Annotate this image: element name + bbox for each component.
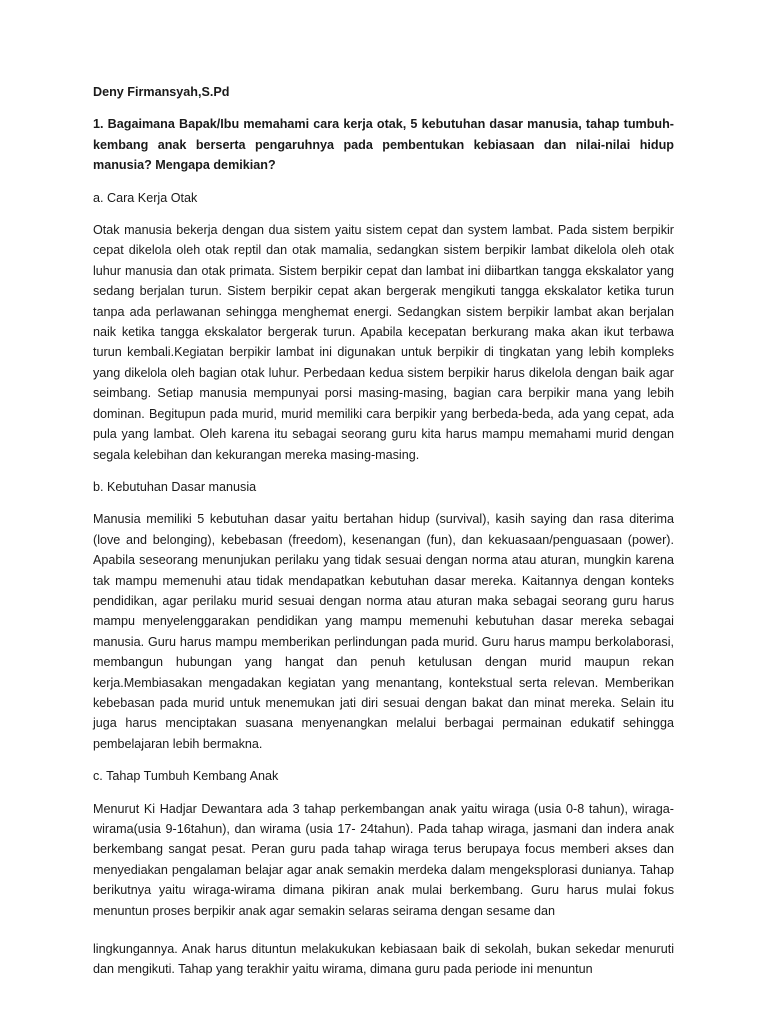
section-heading-needs: b. Kebutuhan Dasar manusia	[93, 479, 257, 494]
section-body-growth-continued: lingkungannya. Anak harus dituntun melakukukan kebiasaan baik di sekolah, bukan sekedar menuruti dan mengikuti. Tahap yang terakhir yaitu wirama, dimana guru pada periode ini menuntun	[93, 942, 674, 977]
section-heading-growth: c. Tahap Tumbuh Kembang Anak	[93, 769, 279, 784]
section-body-needs: Manusia memiliki 5 kebutuhan dasar yaitu bertahan hidup (survival), kasih saying dan rasa diterima (love and belonging), kebebasan (freedom), kesenangan (fun), dan kekuasaan/penguasaan (power). Apabila seseorang menunjukan perilaku yang tidak sesuai dengan norma atau aturan, mungkin karena tak mampu memenuhi atau tidak mendapatkan kebutuhan dasar mereka. Kaitannya dengan konteks pendidikan, agar perilaku murid sesuai dengan norma atau aturan maka sebagai seorang guru harus mampu menyelenggarakan pendidikan yang mampu memenuhi kebutuhan dasar mereka sebagai manusia. Guru harus mampu memberikan perlindungan pada murid. Guru harus mampu berkolaborasi, membangun hubungan yang hangat dan penuh ketulusan dengan murid maupun rekan kerja.Membiasakan mengadakan kegiatan yang menantang, kontekstual serta relevan. Memberikan kebebasan pada murid untuk menemukan jati diri sesuai dengan bakat dan minat mereka. Selain itu juga harus menciptakan suasana menyenangkan melalui berbagai permainan edukatif sehingga pembelajaran lebih bermakna.	[93, 512, 674, 751]
section-heading-brain: a. Cara Kerja Otak	[93, 190, 198, 205]
question-text: 1. Bagaimana Bapak/Ibu memahami cara kerja otak, 5 kebutuhan dasar manusia, tahap tumbuh-kembang anak berserta pengaruhnya pada pembentukan kebiasaan dan nilai-nilai hidup manusia? Mengapa demikian?	[93, 117, 674, 173]
section-body-brain: Otak manusia bekerja dengan dua sistem yaitu sistem cepat dan system lambat. Pada sistem berpikir cepat dikelola oleh otak reptil dan otak mamalia, sedangkan sistem berpikir lambat dikelola oleh otak luhur manusia dan otak primata. Sistem berpikir cepat dan lambat ini diibartkan tangga ekskalator yang sedang berjalan turun. Sistem berpikir cepat akan bergerak mengikuti tangga ekskalator ketika turun tanpa ada perlawanan sehingga menghemat energi. Sedangkan sistem berpikir lambat akan berjalan naik ketika tangga ekskalator bergerak turun. Apabila kecepatan berkurang maka akan ikut terbawa turun kembali.Kegiatan berpikir lambat ini digunakan untuk berpikir di tingkatan yang lebih kompleks yang dikelola oleh bagian otak luhur. Perbedaan kedua sistem berpikir harus dikelola dengan baik agar seimbang. Setiap manusia mempunyai porsi masing-masing, bagian cara berpikir mana yang lebih dominan. Begitupun pada murid, murid memiliki cara berpikir yang berbeda-beda, ada yang cepat, ada pula yang lambat. Oleh karena itu sebagai seorang guru kita harus mampu memahami murid dengan segala kelebihan dan kekurangan mereka masing-masing.	[93, 223, 674, 462]
author-name: Deny Firmansyah,S.Pd	[93, 85, 230, 99]
section-body-growth: Menurut Ki Hadjar Dewantara ada 3 tahap perkembangan anak yaitu wiraga (usia 0-8 tahun), wiraga-wirama(usia 9-16tahun), dan wirama (usia 17- 24tahun). Pada tahap wiraga, jasmani dan indera anak berkembang sangat pesat. Peran guru pada tahap wiraga terus berupaya focus memberi akses dan menyediakan pengalaman belajar agar anak semakin merdeka dalam mengeksplorasi dunianya. Tahap berikutnya yaitu wiraga-wirama dimana pikiran anak mulai berkembang. Guru harus mulai fokus menuntun proses berpikir anak agar semakin selaras seirama dengan sesame dan	[93, 801, 674, 918]
